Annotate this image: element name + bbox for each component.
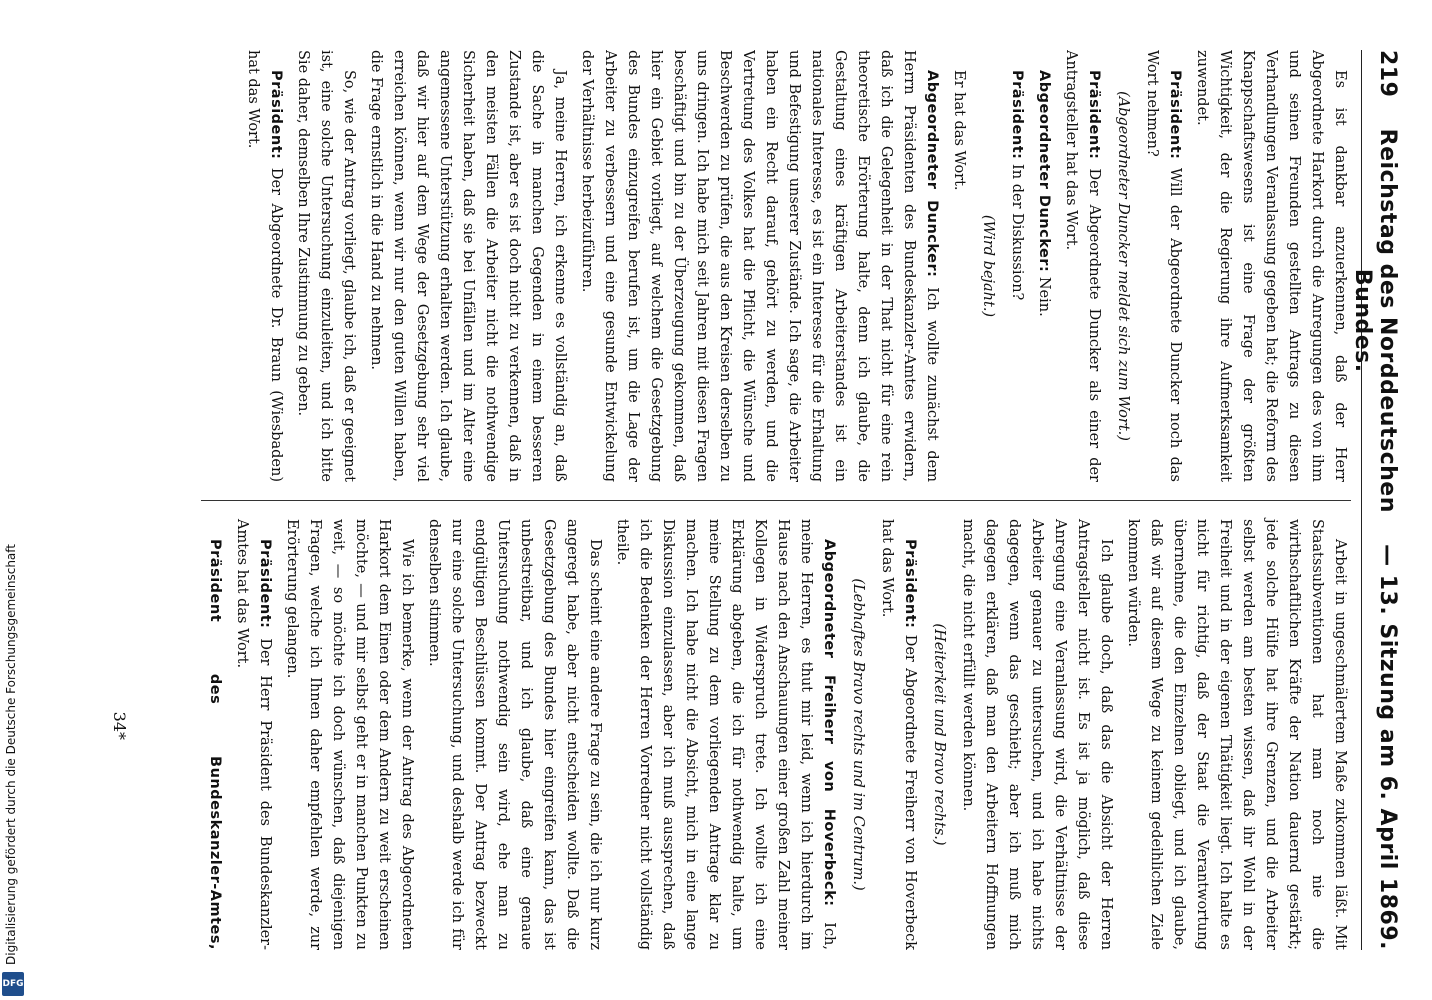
speaker-name: Abgeordneter Duncker: bbox=[924, 70, 940, 278]
speaker-name: Abgeordneter Freiherr von Hoverbeck: bbox=[821, 539, 837, 907]
body-paragraph: Wie ich bemerke, wenn der Antrag des Abgeordneten Harkort dem Einen oder dem Andern zu weit erscheinen möchte, — und mir selbst geht er in manchen Punkten zu weit, — so möchte ich doch wünschen, daß diejenigen Fragen, welche ich Ihnen daher empfehlen werde, zur Erörterung gelangen. bbox=[284, 519, 415, 950]
speech-paragraph bbox=[1005, 50, 1028, 482]
speech-paragraph bbox=[1059, 50, 1105, 482]
speech-paragraph bbox=[230, 519, 276, 950]
column-second bbox=[201, 500, 1351, 950]
stage-direction: (Abgeordneter Duncker meldet sich zum Wort.) bbox=[1115, 91, 1131, 441]
digitization-credit: Digitalisierung gefördert durch die Deutsche Forschungsgemeinschaft bbox=[4, 543, 18, 965]
speech-text: Ich, meine Herren, es thut mir leid, wenn ich hierdurch im Hause nach den Anschauungen einer großen Zahl meiner Kollegen in Widerspruch trete. Ich wollte ich eine Erklärung abgeben, die ich für nothwendig halte, um meine Stellung zu dem vorliegenden Antrage klar zu machen. Ich habe nicht die Absicht, mich in eine lange Diskussion einzulassen, aber ich muß aussprechen, daß ich die Bedenken der Herren Vorredner nicht vollständig theile. bbox=[614, 519, 837, 950]
rotated-scanned-page bbox=[80, 20, 1410, 980]
session-info: — 13. Sitzung am 6. April 1869. bbox=[1375, 544, 1400, 950]
speech-text: Der Herr Präsident des Bundeskanzler-Amtes hat das Wort. bbox=[234, 519, 273, 950]
stage-direction: (Wird bejaht.) bbox=[980, 214, 996, 318]
speaker-name: Präsident: bbox=[902, 539, 918, 629]
speaker-name: Präsident: bbox=[1086, 70, 1102, 160]
speech-text: In der Diskussion? bbox=[1009, 159, 1025, 301]
speech-text: Der Abgeordnete Dr. Braun (Wiesbaden) hat das Wort. bbox=[245, 50, 284, 482]
speech-text: Ich wollte zunächst dem Herrn Präsidenten des Bundeskanzler-Amtes erwidern, daß ich die Gelegenheit in der That nicht für eine rein theoretische Erörterung halte, denn ich glaube, die Gestaltung eines kräftigen Arbeiterstandes ist ein nationales Interesse, es ist ein Interesse für die Erhaltung und Befestigung unserer Zustände. Ich sage, die Arbeiter haben ein Recht darauf, gehört zu werden, und die Vertretung des Volkes hat die Pflicht, die Wünsche und Beschwerden zu prüfen, die aus den Kreisen derselben zu uns dringen. Ich habe mich seit Jahren mit diesen Fragen beschäftigt und bin zu der Überzeugung gekommen, daß hier ein Gebiet vorliegt, auf welchem die Gesetzgebung des Bundes einzugreifen berufen ist, um die Lage der Arbeiter zu verbessern und eine gesunde Entwickelung der Verhältnisse herbeizuführen. bbox=[579, 50, 940, 483]
speech-paragraph bbox=[241, 50, 287, 482]
speech-text: Der Abgeordnete Duncker als einer der Antragsteller hat das Wort. bbox=[1063, 50, 1102, 482]
body-paragraph: Ja, meine Herren, ich erkenne es vollständig an, daß die Sache in manchen Gegenden in einem besseren Zustande ist, aber es ist doch nicht zu verkennen, daß in den meisten Fällen die Arbeiter nicht die nothwendige Sicherheit haben, daß sie bei Unfällen und im Alter eine angemessene Unterstützung erhalten werden. Ich glaube, daß wir hier auf dem Wege der Gesetzgebung sehr viel erreichen können, wenn wir nur den guten Willen haben, die Frage ernstlich in die Hand zu nehmen. bbox=[368, 50, 568, 482]
speech-paragraph bbox=[201, 519, 226, 950]
speech-paragraph bbox=[875, 519, 921, 950]
speaker-name: Abgeordneter Duncker: bbox=[1036, 70, 1052, 273]
speech-paragraph bbox=[1140, 50, 1186, 482]
page-number: 219 bbox=[1375, 50, 1400, 98]
speech-text: Der Abgeordnete Freiherr von Hoverbeck hat das Wort. bbox=[879, 519, 918, 950]
signature-mark: 34* bbox=[110, 711, 129, 740]
stage-direction: (Heiterkeit und Bravo rechts.) bbox=[931, 623, 947, 846]
speech-paragraph bbox=[575, 50, 943, 482]
dfg-logo-icon: DFG bbox=[2, 972, 24, 996]
speech-paragraph bbox=[610, 519, 840, 950]
body-paragraph: Das scheint eine andere Frage zu sein, die ich nur kurz angeregt habe, aber nicht entscheiden wollte. Daß die Gesetzgebung des Bundes hier eingreifen kann, das ist unbestreitbar, und ich glaube, daß eine genaue Untersuchung nothwendig sein wird, ehe man zu endgültigen Beschlüssen kommt. Der Antrag bezweckt nur eine solche Untersuchung, und deshalb werde ich für denselben stimmen. bbox=[426, 519, 603, 950]
column-first bbox=[201, 50, 1351, 500]
speech-paragraph bbox=[1032, 50, 1055, 482]
speech-text: Nein. bbox=[1036, 272, 1052, 317]
page-header bbox=[1350, 50, 1400, 950]
speaker-name: Präsident: bbox=[268, 70, 284, 160]
text-columns bbox=[201, 50, 1351, 950]
running-title: Reichstag des Norddeutschen Bundes. bbox=[1350, 128, 1400, 513]
speech-text: Will der Abgeordnete Duncker noch das Wort nehmen? bbox=[1144, 50, 1183, 482]
body-paragraph: Arbeit in ungeschmälertem Maße zukommen läßt. Mit Staatssubventionen hat man noch nie die wirthschaftlichen Kräfte der Nation dauernd gestärkt; jede solche Hülfe hat ihre Grenzen, und die Arbeiter selbst werden am besten wissen, daß ihr Wohl in der Freiheit und in der eigenen Thätigkeit liegt. Ich halte es nicht für richtig, daß der Staat die Verantwortung übernehme, die den Einzelnen obliegt, und ich glaube, daß wir auf diesem Wege zu keinem gedeihlichen Ziele kommen würden. bbox=[1125, 519, 1348, 950]
speaker-name: Präsident: bbox=[1009, 70, 1025, 160]
speaker-name: Präsident: bbox=[257, 539, 273, 629]
speaker-name: Präsident des Bundeskanzler-Amtes, bbox=[207, 539, 223, 950]
body-paragraph: Er hat das Wort. bbox=[951, 70, 967, 191]
body-paragraph: Es ist dankbar anzuerkennen, daß der Herr Abgeordnete Harkort durch die Anregungen des von ihm und seinen Freunden gestellten Antrags zu diesen Verhandlungen Veranlassung gegeben hat; die Reform des Knappschaftswesens ist eine Frage der größten Wichtigkeit, der die Regierung ihre Aufmerksamkeit zuwendet. bbox=[1194, 50, 1348, 482]
body-paragraph: Ich glaube doch, daß das die Absicht der Herren Antragsteller nicht ist. Es ist ja möglich, daß diese Anregung eine Veranlassung wird, die Verhältnisse der Arbeiter genauer zu untersuchen, und ich habe nichts dagegen, wenn das geschieht; aber ich muß mich dagegen erklären, daß man den Arbeitern Hoffnungen macht, die nicht erfüllt werden können. bbox=[960, 519, 1114, 950]
speaker-name: Präsident: bbox=[1167, 70, 1183, 160]
stage-direction: (Lebhaftes Bravo rechts und im Centrum.) bbox=[850, 578, 866, 891]
body-paragraph: So, wie der Antrag vorliegt, glaube ich, daß er geeignet ist, eine solche Untersuchung einzuleiten, und ich bitte Sie daher, demselben Ihre Zustimmung zu geben. bbox=[295, 50, 357, 482]
